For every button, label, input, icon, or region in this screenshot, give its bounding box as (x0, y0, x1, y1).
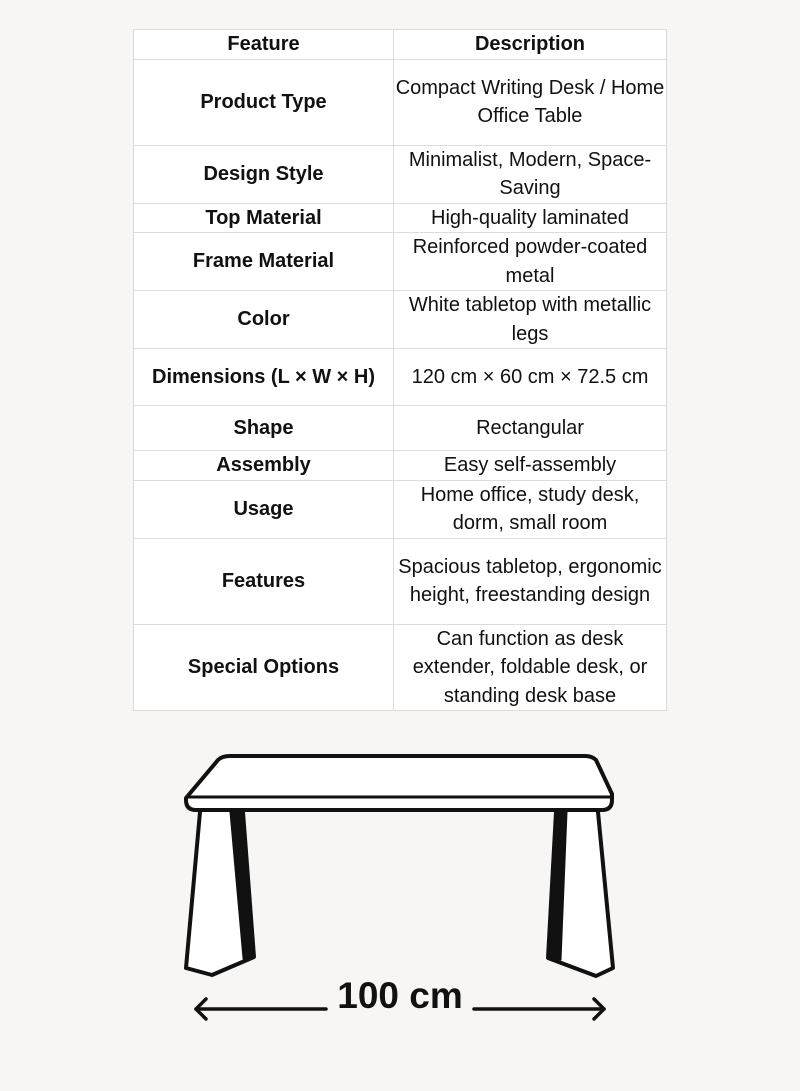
description-cell: Can function as desk extender, foldable desk, or standing desk base (394, 624, 667, 711)
description-cell: Easy self-assembly (394, 451, 667, 481)
table-row (134, 624, 667, 711)
feature-cell: Top Material (134, 203, 394, 233)
table-header-row (134, 30, 667, 60)
description-cell: Reinforced powder-coated metal (394, 233, 667, 291)
table-row (134, 538, 667, 624)
table-row (134, 349, 667, 406)
feature-cell: Dimensions (L × W × H) (134, 349, 394, 406)
description-cell: 120 cm × 60 cm × 72.5 cm (394, 349, 667, 406)
feature-cell: Product Type (134, 59, 394, 145)
desk-top (186, 756, 612, 810)
feature-cell: Usage (134, 480, 394, 538)
table-row (134, 203, 667, 233)
table-row (134, 291, 667, 349)
description-cell: High-quality laminated (394, 203, 667, 233)
header-description: Description (394, 30, 667, 60)
table-row (134, 145, 667, 203)
table-row (134, 233, 667, 291)
desk-illustration (0, 720, 800, 1091)
header-feature: Feature (134, 30, 394, 60)
table-row (134, 406, 667, 451)
description-cell: Minimalist, Modern, Space-Saving (394, 145, 667, 203)
feature-cell: Shape (134, 406, 394, 451)
table-row (134, 480, 667, 538)
description-cell: Compact Writing Desk / Home Office Table (394, 59, 667, 145)
description-cell: Home office, study desk, dorm, small room (394, 480, 667, 538)
dimension-label: 100 cm (337, 975, 463, 1016)
feature-cell: Frame Material (134, 233, 394, 291)
table-row (134, 451, 667, 481)
description-cell: Spacious tabletop, ergonomic height, freestanding design (394, 538, 667, 624)
spec-table (133, 29, 667, 711)
feature-cell: Assembly (134, 451, 394, 481)
feature-cell: Features (134, 538, 394, 624)
description-cell: White tabletop with metallic legs (394, 291, 667, 349)
feature-cell: Special Options (134, 624, 394, 711)
feature-cell: Color (134, 291, 394, 349)
table-row (134, 59, 667, 145)
feature-cell: Design Style (134, 145, 394, 203)
description-cell: Rectangular (394, 406, 667, 451)
